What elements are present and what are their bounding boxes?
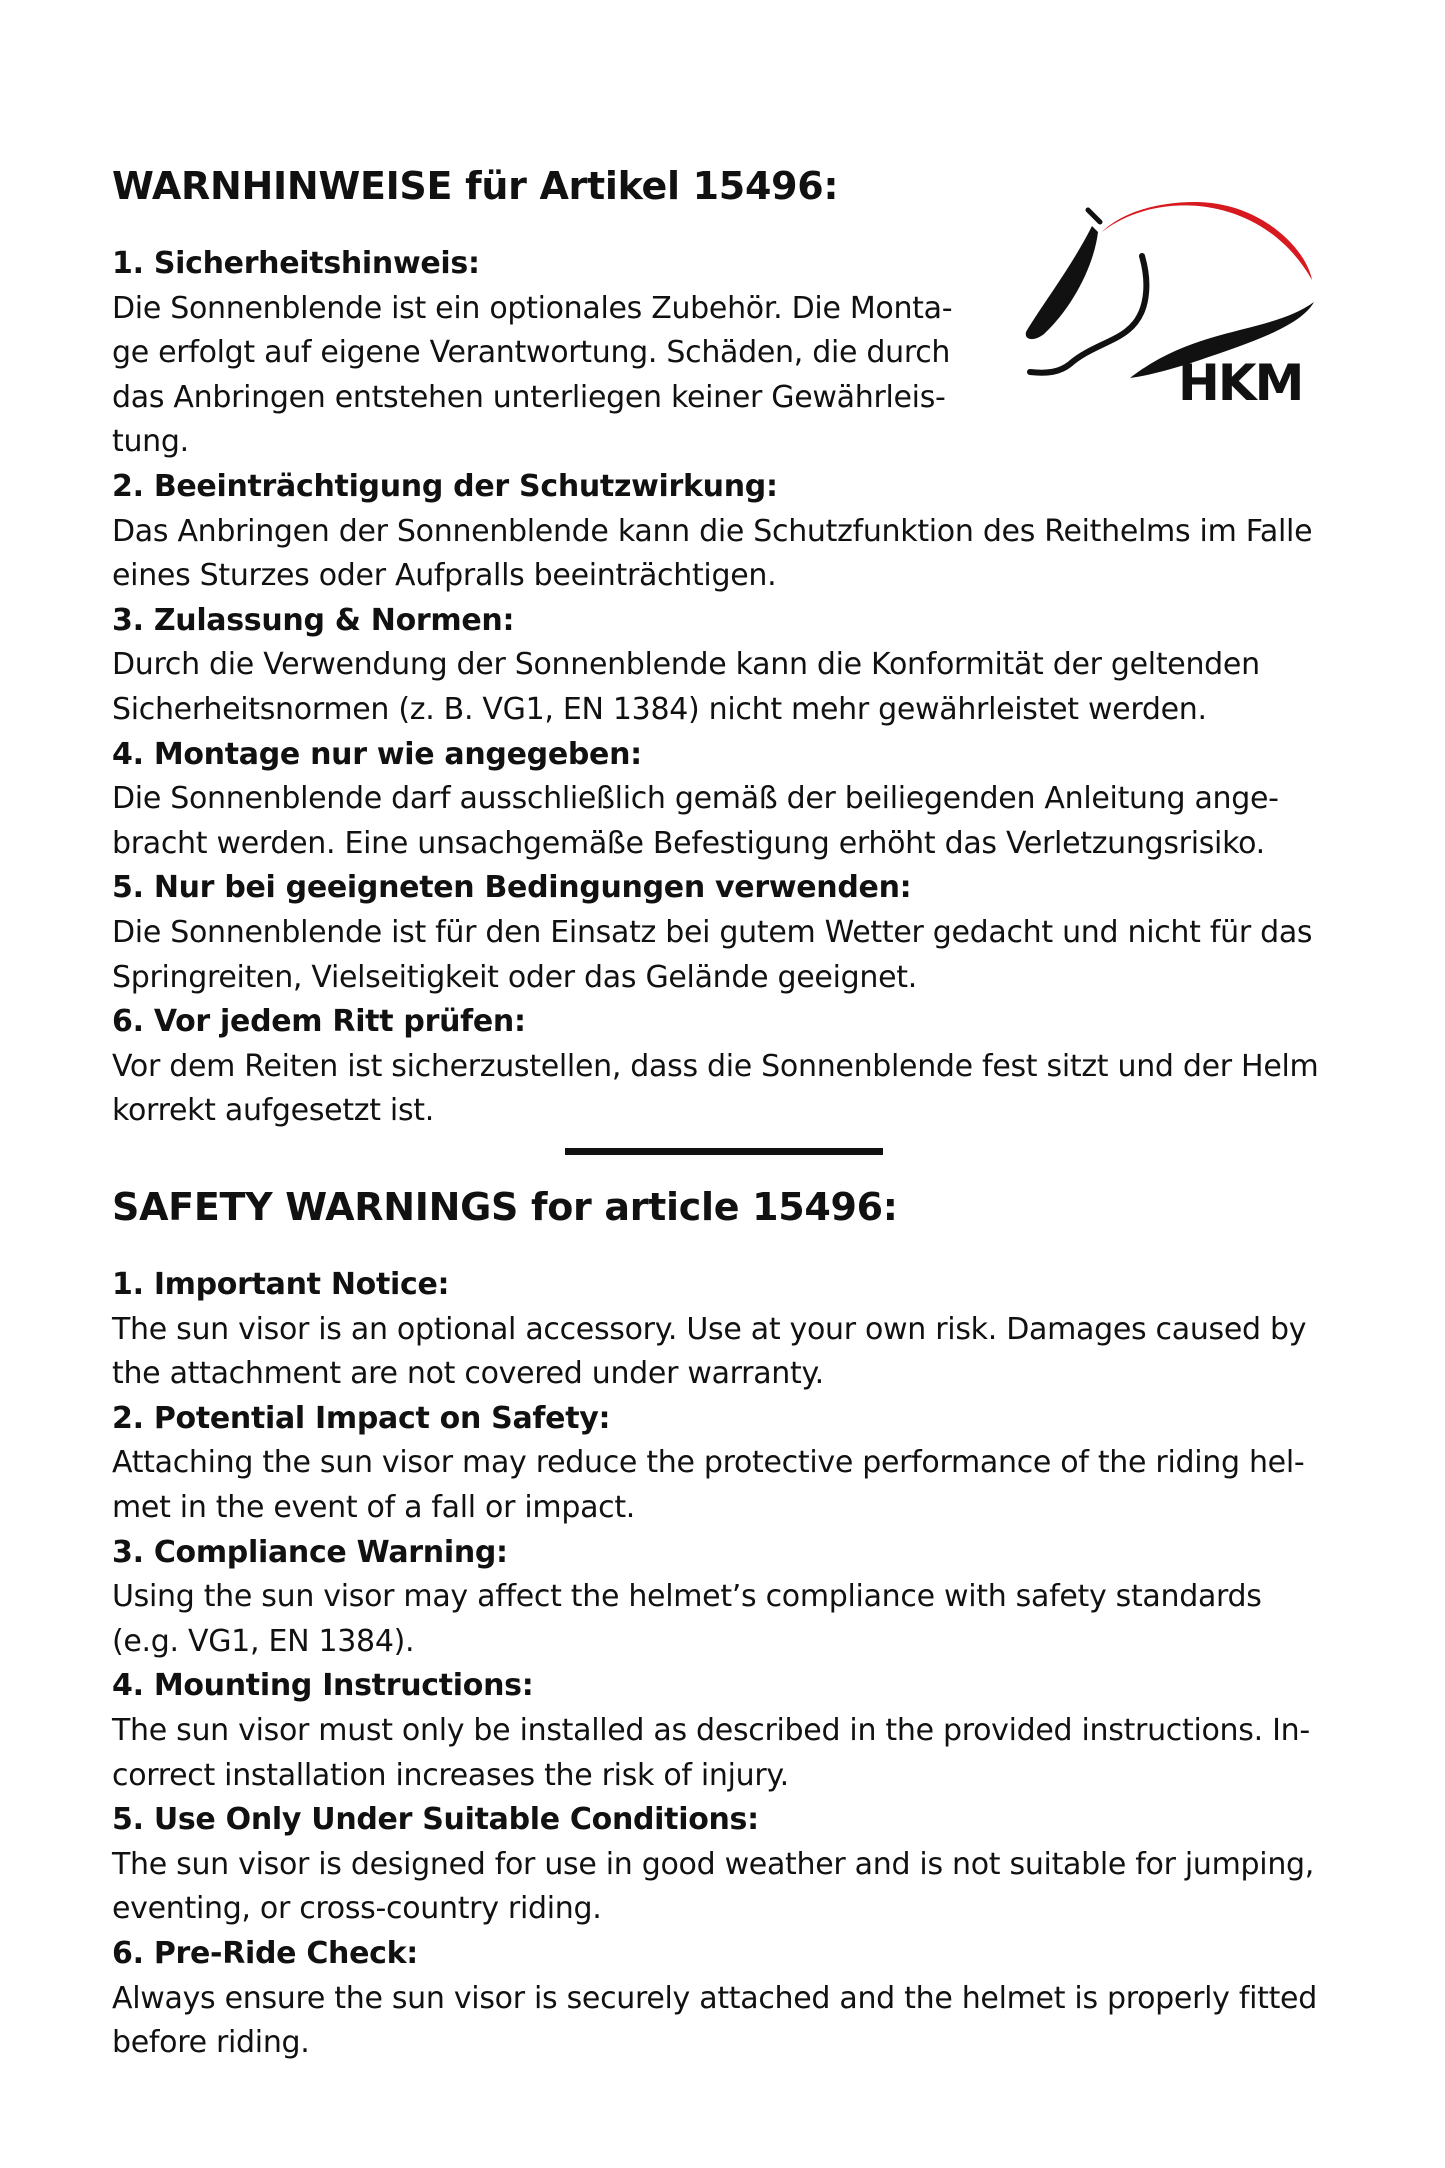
- english-item-2: [112, 1397, 1342, 1531]
- body-line: korrekt aufgesetzt ist.: [112, 1093, 434, 1129]
- english-item-5: [112, 1798, 1342, 1932]
- body-line: the attachment are not covered under warranty.: [112, 1356, 824, 1392]
- body-line: bracht werden. Eine unsachgemäße Befestigung erhöht das Verletzungsrisiko.: [112, 825, 1265, 861]
- item-title: 5. Use Only Under Suitable Conditions:: [112, 1802, 759, 1838]
- german-warnings: [112, 242, 1342, 1134]
- body-line: Sicherheitsnormen (z. B. VG1, EN 1384) nicht mehr gewährleistet werden.: [112, 691, 1207, 727]
- item-body: [112, 1045, 1342, 1134]
- item-body: [112, 643, 1342, 732]
- item-title: 1. Sicherheitshinweis:: [112, 246, 480, 281]
- body-line: Always ensure the sun visor is securely attached and the helmet is properly fitted: [112, 1980, 1317, 2016]
- english-warnings: [112, 1263, 1342, 2066]
- item-body: [112, 1709, 1342, 1798]
- english-heading: SAFETY WARNINGS for article 15496:: [112, 1185, 898, 1229]
- english-item-3: [112, 1531, 1342, 1665]
- body-line: The sun visor must only be installed as described in the provided instructions. In-: [112, 1712, 1310, 1748]
- logo-wordmark: HKM: [1178, 354, 1303, 411]
- body-line: Springreiten, Vielseitigkeit oder das Gelände geeignet.: [112, 959, 917, 995]
- body-line: before riding.: [112, 2025, 310, 2061]
- item-body: [112, 1441, 1342, 1530]
- item-title: 6. Vor jedem Ritt prüfen:: [112, 1004, 526, 1040]
- item-title: 4. Montage nur wie angegeben:: [112, 736, 642, 772]
- german-item-3: [112, 599, 1342, 733]
- body-line: eines Sturzes oder Aufpralls beeinträchtigen.: [112, 558, 777, 594]
- item-body: [112, 510, 1342, 599]
- item-title: 2. Potential Impact on Safety:: [112, 1400, 611, 1436]
- item-body: [112, 1843, 1342, 1932]
- body-line: The sun visor is an optional accessory. Use at your own risk. Damages caused by: [112, 1311, 1307, 1347]
- body-line: correct installation increases the risk of injury.: [112, 1757, 789, 1793]
- german-item-4: [112, 733, 1342, 867]
- body-line: tung.: [112, 424, 189, 460]
- body-line: Attaching the sun visor may reduce the protective performance of the riding hel-: [112, 1445, 1305, 1481]
- body-line: Using the sun visor may affect the helmet’s compliance with safety standards: [112, 1579, 1262, 1615]
- english-item-1: [112, 1263, 1342, 1397]
- german-item-2: [112, 465, 1342, 599]
- body-line: Die Sonnenblende ist für den Einsatz bei gutem Wetter gedacht und nicht für das: [112, 914, 1313, 950]
- body-line: Durch die Verwendung der Sonnenblende kann die Konformität der geltenden: [112, 647, 1260, 683]
- body-line: das Anbringen entstehen unterliegen keiner Gewährleis-: [112, 379, 946, 415]
- body-line: met in the event of a fall or impact.: [112, 1489, 636, 1525]
- german-item-1: [112, 242, 1342, 465]
- german-heading: WARNHINWEISE für Artikel 15496:: [112, 164, 839, 208]
- body-line: The sun visor is designed for use in good weather and is not suitable for jumping,: [112, 1846, 1315, 1882]
- item-body: [112, 911, 1342, 1000]
- german-item-6: [112, 1000, 1342, 1134]
- body-line: Das Anbringen der Sonnenblende kann die Schutzfunktion des Reithelms im Falle: [112, 513, 1313, 549]
- section-divider: [565, 1148, 883, 1155]
- body-line: Vor dem Reiten ist sicherzustellen, dass die Sonnenblende fest sitzt und der Helm: [112, 1048, 1319, 1084]
- item-body: [112, 1977, 1342, 2066]
- english-item-4: [112, 1664, 1342, 1798]
- item-body: [112, 1308, 1342, 1397]
- item-body: [112, 777, 1342, 866]
- body-line: (e.g. VG1, EN 1384).: [112, 1623, 415, 1659]
- english-item-6: [112, 1932, 1342, 2066]
- body-line: Die Sonnenblende darf ausschließlich gemäß der beiliegenden Anleitung ange-: [112, 781, 1279, 817]
- item-title: 4. Mounting Instructions:: [112, 1668, 534, 1704]
- body-line: eventing, or cross-country riding.: [112, 1891, 602, 1927]
- item-title: 3. Compliance Warning:: [112, 1534, 508, 1570]
- german-item-5: [112, 866, 1342, 1000]
- item-title: 3. Zulassung & Normen:: [112, 602, 515, 638]
- logo-ear: [1088, 210, 1100, 222]
- item-title: 6. Pre-Ride Check:: [112, 1935, 418, 1971]
- item-body: [112, 1575, 1342, 1664]
- item-title: 1. Important Notice:: [112, 1267, 450, 1302]
- item-title: 5. Nur bei geeigneten Bedingungen verwenden:: [112, 870, 912, 906]
- item-body: [112, 287, 1342, 465]
- body-line: Die Sonnenblende ist ein optionales Zubehör. Die Monta-: [112, 290, 953, 326]
- item-title: 2. Beeinträchtigung der Schutzwirkung:: [112, 468, 778, 504]
- body-line: ge erfolgt auf eigene Verantwortung. Schäden, die durch: [112, 335, 951, 371]
